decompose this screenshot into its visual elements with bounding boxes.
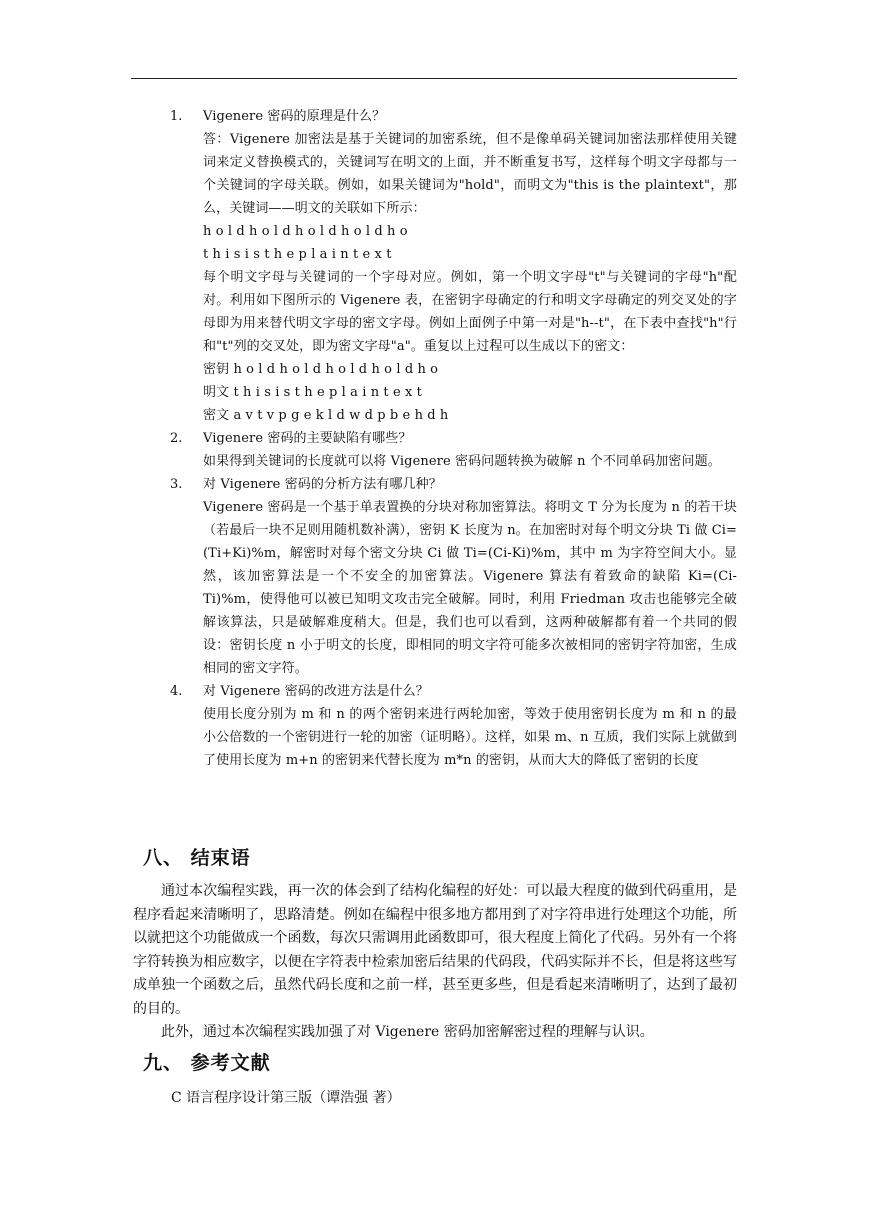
- conclusion-paragraph-2: 此外，通过本次编程实践加强了对 Vigenere 密码加密解密过程的理解与认识。: [161, 1024, 654, 1040]
- section-heading-conclusion: 八、 结束语: [143, 847, 251, 869]
- reference-item: C 语言程序设计第三版（谭浩强 著）: [171, 1090, 401, 1106]
- answer-body: [170, 128, 737, 427]
- question-text: Vigenere 密码的主要缺陷有哪些？: [203, 431, 412, 446]
- answer-text: Vigenere 密码是一个基于单表置换的分块对称加密算法。将明文 T 分为长度为 n 的若干块（若最后一块不足则用随机数补满），密钥 K 长度为 n。在加密时对每个明文分块 Ti 做 Ci=(Ti+Ki)%m，解密时对每个密文分块 Ci 做 Ti=(Ci-Ki)%m，其中 m 为字符空间大小。显然，该加密算法是一个不安全的加密算法。Vigenere 算法有着致命的缺陷 Ki=(Ci-Ti)%m，使得他可以被已知明文攻击完全破解。同时，利用 Friedman 攻击也能够完全破解该算法，只是破解难度稍大。但是，我们也可以看到，这两种破解都有着一个共同的假设：密钥长度 n 小于明文的长度，即相同的明文字符可能多次被相同的密钥字符加密，生成相同的密文字符。: [203, 500, 738, 676]
- header-rule: [131, 78, 737, 79]
- answer-text: 使用长度分别为 m 和 n 的两个密钥来进行两轮加密，等效于使用密钥长度为 m 和 n 的最小公倍数的一个密钥进行一轮的加密（证明略）。这样，如果 m、n 互质，我们实际上就做到了使用长度为 m+n 的密钥来代替长度为 m*n 的密钥，从而大大的降低了密钥的长度: [203, 707, 737, 768]
- question-item-4: [170, 680, 737, 772]
- question-number: 1.: [170, 109, 183, 124]
- cipher-table-row-cipher: 密文 a v t v p g e k l d w d p b e h d h: [203, 408, 449, 423]
- qa-list: [170, 105, 737, 772]
- cipher-table-row-key: 密钥 h o l d h o l d h o l d h o l d h o: [203, 362, 439, 377]
- question-number: 3.: [170, 477, 183, 492]
- section-heading-references: 九、 参考文献: [143, 1052, 271, 1074]
- question-number: 2.: [170, 431, 183, 446]
- answer-text: 答：Vigenere 加密法是基于关键词的加密系统，但不是像单码关键词加密法那样使用关键词来定义替换模式的，关键词写在明文的上面，并不断重复书写，这样每个明文字母都与一个关键词的字母关联。例如，如果关键词为"hold"，而明文为"this is the plaintext"，那么，关键词——明文的关联如下所示：: [203, 132, 737, 216]
- question-item-2: [170, 427, 737, 473]
- question-number: 4.: [170, 684, 183, 699]
- question-item-1: [170, 105, 737, 427]
- conclusion-body: [133, 880, 737, 1045]
- question-item-3: [170, 473, 737, 680]
- keyword-row: h o l d h o l d h o l d h o l d h o: [203, 224, 408, 239]
- plaintext-row: t h i s i s t h e p l a i n t e x t: [203, 247, 392, 262]
- answer-text: 如果得到关键词的长度就可以将 Vigenere 密码问题转换为破解 n 个不同单码加密问题。: [203, 454, 721, 469]
- question-text: 对 Vigenere 密码的改进方法是什么？: [203, 684, 429, 699]
- question-text: Vigenere 密码的原理是什么？: [203, 109, 386, 124]
- cipher-table-row-plain: 明文 t h i s i s t h e p l a i n t e x t: [203, 385, 422, 400]
- answer-explanation: 每个明文字母与关键词的一个字母对应。例如，第一个明文字母"t"与关键词的字母"h"配对。利用如下图所示的 Vigenere 表，在密钥字母确定的行和明文字母确定的列交叉处的字母即为用来替代明文字母的密文字母。例如上面例子中第一对是"h--t"，在下表中查找"h"行和"t"列的交叉处，即为密文字母"a"。重复以上过程可以生成以下的密文：: [203, 270, 737, 354]
- conclusion-paragraph-1: 通过本次编程实践，再一次的体会到了结构化编程的好处：可以最大程度的做到代码重用，是程序看起来清晰明了，思路清楚。例如在编程中很多地方都用到了对字符串进行处理这个功能，所以就把这个功能做成一个函数，每次只需调用此函数即可，很大程度上简化了代码。另外有一个将字符转换为相应数字，以便在字符表中检索加密后结果的代码段，代码实际并不长，但是将这些写成单独一个函数之后，虽然代码长度和之前一样，甚至更多些，但是看起来清晰明了，达到了最初的目的。: [133, 883, 737, 1017]
- question-text: 对 Vigenere 密码的分析方法有哪几种？: [203, 477, 442, 492]
